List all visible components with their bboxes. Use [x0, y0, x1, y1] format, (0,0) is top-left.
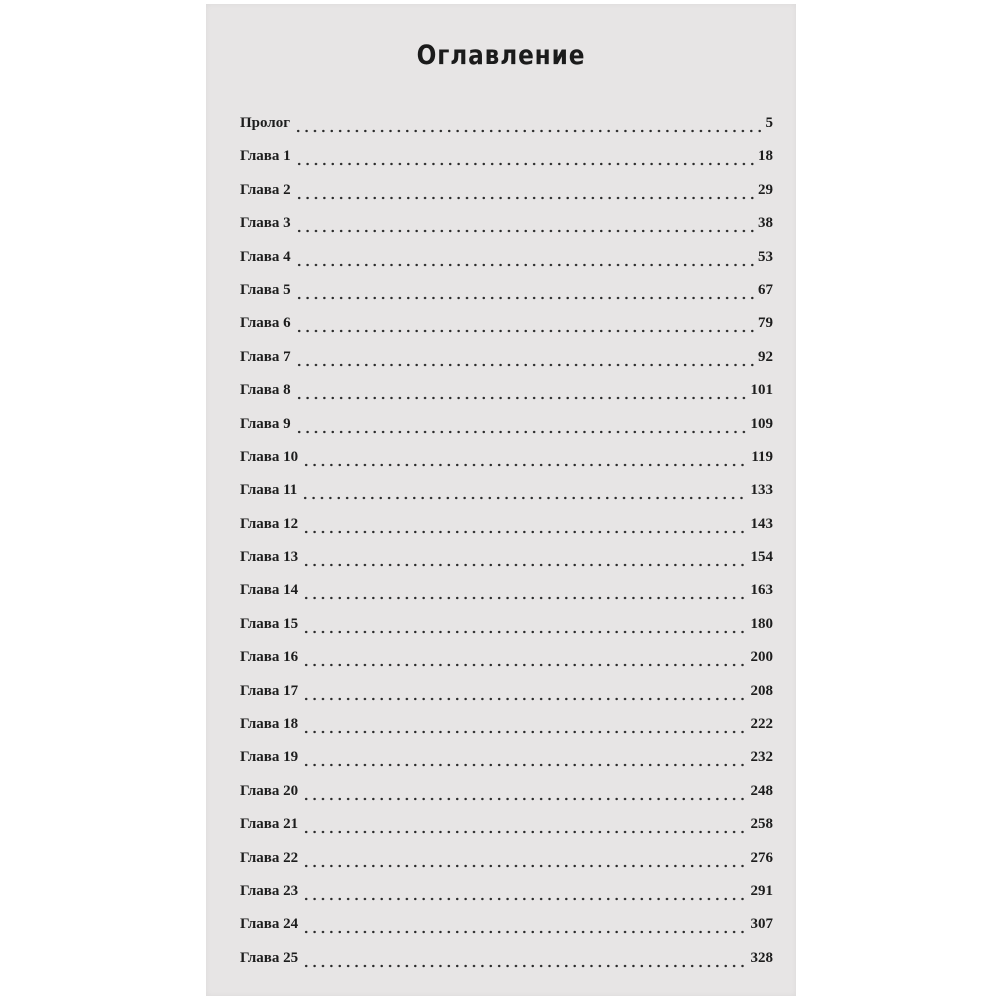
- toc-entry-page-number: 109: [750, 415, 773, 432]
- toc-entry-page-number: 163: [750, 582, 773, 599]
- toc-entry-page-number: 5: [765, 115, 773, 131]
- toc-entry-label: Глава 21: [240, 816, 299, 833]
- toc-entry: [240, 708, 773, 741]
- toc-entry: [240, 341, 773, 374]
- dot-leader: [301, 474, 747, 507]
- toc-entry: [240, 474, 773, 507]
- toc-entry: [240, 408, 773, 441]
- toc-entry-page-number: 79: [758, 315, 773, 332]
- toc-entry-page-number: 328: [750, 949, 773, 966]
- toc-entry: [240, 608, 773, 641]
- toc-entry-page-number: 18: [758, 148, 773, 165]
- toc-entry: [240, 675, 773, 708]
- toc-entry-label: Глава 7: [240, 348, 291, 365]
- toc-entry-label: Глава 5: [240, 281, 291, 298]
- toc-entry-page-number: 222: [750, 716, 773, 733]
- toc-entry-page-number: 258: [750, 816, 773, 833]
- toc-entry-label: Глава 20: [240, 782, 299, 799]
- toc-entry-page-number: 133: [750, 482, 773, 499]
- dot-leader: [302, 641, 747, 674]
- toc-entry-label: Глава 22: [240, 849, 299, 866]
- toc-entry-label: Глава 1: [240, 148, 291, 165]
- dot-leader: [302, 775, 747, 808]
- dot-leader: [295, 408, 748, 441]
- toc-entry-label: Глава 15: [240, 615, 299, 632]
- toc-entry-label: Глава 2: [240, 181, 291, 198]
- toc-entry-page-number: 143: [750, 515, 773, 532]
- toc-entry-label: Глава 12: [240, 515, 299, 532]
- dot-leader: [302, 675, 747, 708]
- toc-entry: [240, 508, 773, 541]
- toc-entry-label: Глава 24: [240, 916, 299, 933]
- toc-entry: [240, 808, 773, 841]
- dot-leader: [302, 508, 747, 541]
- dot-leader: [295, 274, 755, 307]
- toc-entry-label: Глава 6: [240, 315, 291, 332]
- toc-entry-page-number: 38: [758, 215, 773, 232]
- toc-entry-label: Глава 18: [240, 716, 299, 733]
- dot-leader: [302, 441, 748, 474]
- dot-leader: [295, 241, 755, 274]
- dot-leader: [302, 741, 747, 774]
- toc-entry-label: Глава 16: [240, 649, 299, 666]
- toc-entry-page-number: 276: [750, 849, 773, 866]
- toc-entry-page-number: 208: [750, 682, 773, 699]
- toc-entry: [240, 241, 773, 274]
- dot-leader: [294, 107, 762, 140]
- toc-entry-page-number: 67: [758, 281, 773, 298]
- dot-leader: [302, 942, 747, 975]
- toc-entry-label: Глава 14: [240, 582, 299, 599]
- toc-entry: [240, 875, 773, 908]
- toc-entry-page-number: 232: [750, 749, 773, 766]
- toc-entry: [240, 374, 773, 407]
- toc-entry-label: Глава 13: [240, 549, 299, 566]
- toc-entry: [240, 441, 773, 474]
- dot-leader: [295, 341, 755, 374]
- dot-leader: [302, 608, 747, 641]
- toc-entry: [240, 842, 773, 875]
- toc-entry: [240, 274, 773, 307]
- book-page: [206, 4, 796, 996]
- toc-entry: [240, 775, 773, 808]
- toc-entry-page-number: 200: [750, 649, 773, 666]
- dot-leader: [302, 541, 747, 574]
- toc-entry: [240, 641, 773, 674]
- dot-leader: [302, 808, 747, 841]
- toc-entry-label: Глава 9: [240, 415, 291, 432]
- dot-leader: [295, 174, 755, 207]
- toc-entry-page-number: 92: [758, 348, 773, 365]
- dot-leader: [295, 307, 755, 340]
- toc-entry: [240, 741, 773, 774]
- dot-leader: [295, 374, 748, 407]
- page-title: Оглавление: [416, 40, 586, 71]
- toc-entry-page-number: 29: [758, 181, 773, 198]
- dot-leader: [295, 207, 755, 240]
- toc-entry-label: Глава 17: [240, 682, 299, 699]
- toc-entry-page-number: 248: [750, 782, 773, 799]
- toc-entry-page-number: 119: [751, 448, 773, 465]
- dot-leader: [302, 842, 747, 875]
- dot-leader: [302, 908, 747, 941]
- table-of-contents: [240, 107, 773, 975]
- dot-leader: [302, 708, 747, 741]
- toc-entry: [240, 908, 773, 941]
- toc-entry: [240, 207, 773, 240]
- toc-entry: [240, 107, 773, 140]
- toc-entry-label: Глава 11: [240, 482, 298, 499]
- toc-entry: [240, 942, 773, 975]
- dot-leader: [295, 140, 755, 173]
- toc-entry-page-number: 291: [750, 882, 773, 899]
- toc-entry-page-number: 154: [750, 549, 773, 566]
- toc-entry-label: Глава 4: [240, 248, 291, 265]
- toc-entry-label: Глава 23: [240, 882, 299, 899]
- toc-entry-label: Глава 19: [240, 749, 299, 766]
- dot-leader: [302, 875, 747, 908]
- toc-entry-label: Глава 10: [240, 448, 299, 465]
- toc-entry-label: Глава 3: [240, 215, 291, 232]
- toc-entry-page-number: 101: [750, 382, 773, 399]
- dot-leader: [302, 574, 747, 607]
- toc-entry: [240, 307, 773, 340]
- toc-entry-page-number: 307: [750, 916, 773, 933]
- toc-entry: [240, 174, 773, 207]
- toc-entry-page-number: 53: [758, 248, 773, 265]
- toc-entry: [240, 574, 773, 607]
- toc-entry: [240, 140, 773, 173]
- toc-entry-label: Пролог: [240, 115, 291, 131]
- toc-entry-label: Глава 8: [240, 382, 291, 399]
- toc-entry: [240, 541, 773, 574]
- toc-entry-page-number: 180: [750, 615, 773, 632]
- toc-entry-label: Глава 25: [240, 949, 299, 966]
